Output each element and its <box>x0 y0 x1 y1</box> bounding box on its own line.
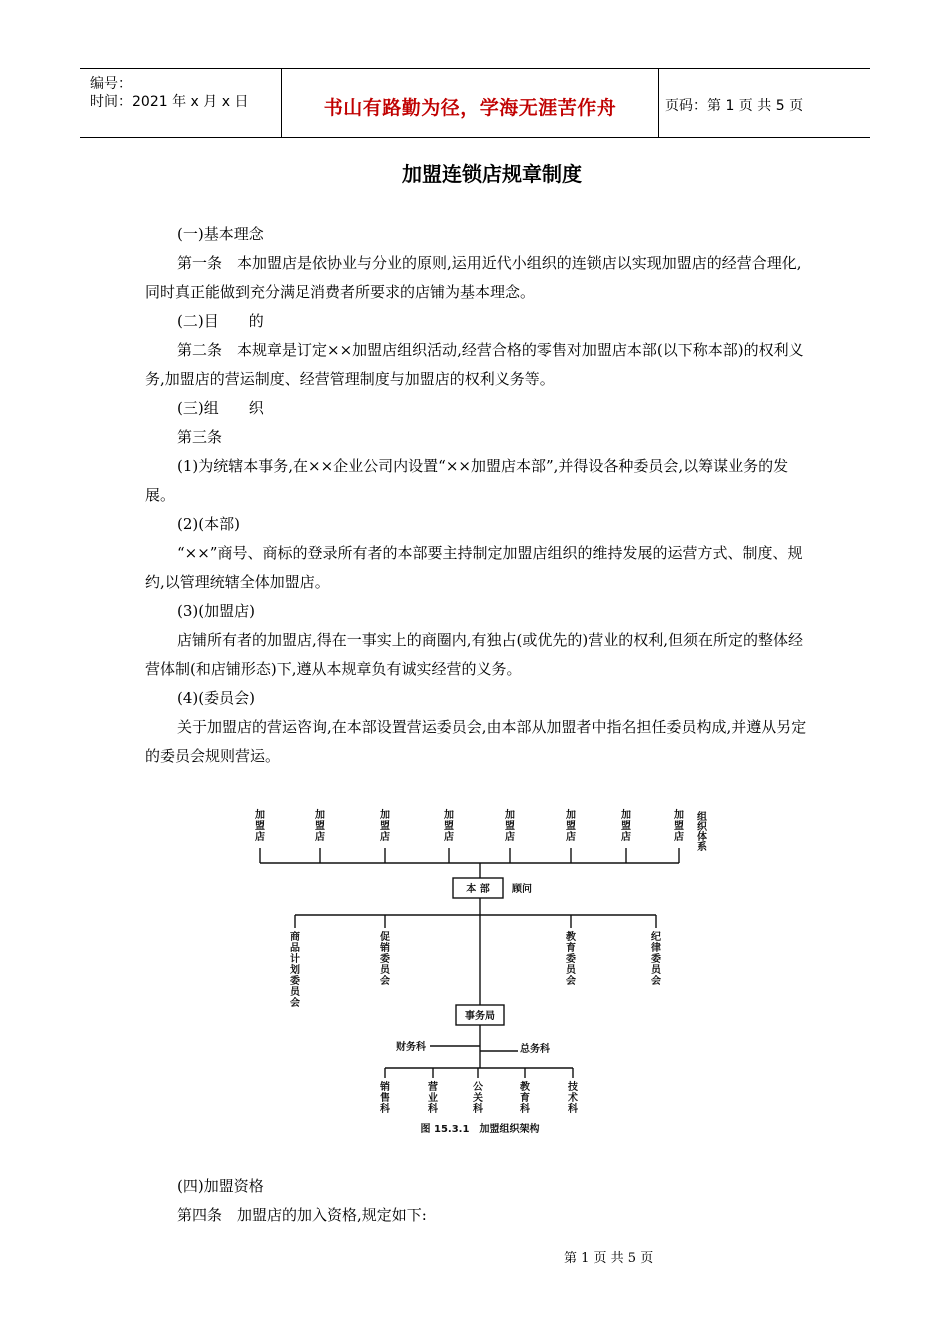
svg-text:科: 科 <box>520 1104 530 1115</box>
svg-text:会: 会 <box>651 976 661 987</box>
svg-text:委: 委 <box>290 976 300 987</box>
svg-text:科: 科 <box>428 1104 438 1115</box>
header-motto-cell <box>282 69 659 137</box>
general-label: 总务科 <box>520 1044 550 1055</box>
page-title: 加盟连锁店规章制度 <box>402 162 582 186</box>
svg-text:盟: 盟 <box>380 821 390 832</box>
svg-text:育: 育 <box>566 943 576 954</box>
svg-text:盟: 盟 <box>315 821 325 832</box>
svg-text:加: 加 <box>255 810 265 821</box>
svg-text:委: 委 <box>380 954 390 965</box>
figure-caption: 图 15.3.1 加盟组织架构 <box>420 1124 540 1135</box>
svg-text:品: 品 <box>290 943 300 954</box>
paragraph: 第一条 本加盟店是依协业与分业的原则,运用近代小组织的连锁店以实现加盟店的经营合理化,同时真正能做到充分满足消费者所要求的店铺为基本理念。 <box>145 254 802 301</box>
svg-text:科: 科 <box>380 1104 390 1115</box>
section-label <box>567 1080 579 1115</box>
svg-text:科: 科 <box>568 1104 578 1115</box>
advisor-label: 顾问 <box>512 884 532 895</box>
paragraph: 第四条 加盟店的加入资格,规定如下: <box>177 1206 427 1224</box>
paragraph: (4)(委员会) <box>177 689 255 707</box>
svg-text:委: 委 <box>566 954 576 965</box>
svg-text:加: 加 <box>444 810 454 821</box>
header-table <box>80 68 870 138</box>
motto: 书山有路勤为径，学海无涯苦作舟 <box>323 97 617 119</box>
header-info-cell <box>80 69 282 137</box>
store-label <box>379 808 390 843</box>
svg-text:商: 商 <box>290 932 300 943</box>
svg-text:销: 销 <box>380 943 390 954</box>
section-label <box>519 1080 531 1115</box>
svg-text:店: 店 <box>380 832 390 843</box>
svg-text:员: 员 <box>290 987 300 998</box>
svg-text:律: 律 <box>651 943 661 954</box>
committee-label <box>565 930 577 987</box>
svg-text:加: 加 <box>315 810 325 821</box>
store-label <box>504 808 515 843</box>
number-label: 编号： <box>90 76 132 92</box>
svg-text:店: 店 <box>444 832 454 843</box>
hq-label: 本 部 <box>466 884 490 895</box>
store-label <box>314 808 325 843</box>
paragraph: 第三条 <box>177 428 223 446</box>
section-label <box>427 1080 439 1115</box>
svg-text:加: 加 <box>505 810 515 821</box>
svg-text:店: 店 <box>315 832 325 843</box>
svg-text:体: 体 <box>697 832 707 843</box>
svg-text:促: 促 <box>380 932 390 943</box>
svg-text:组: 组 <box>697 812 707 823</box>
svg-text:关: 关 <box>473 1093 483 1104</box>
finance-label: 财务科 <box>396 1042 426 1053</box>
store-label <box>565 808 576 843</box>
svg-text:会: 会 <box>290 998 300 1009</box>
paragraph: (1)为统辖本事务,在××企业公司内设置“××加盟店本部”,并得设各种委员会,以筹谋业务的发展。 <box>145 457 789 504</box>
paragraph: (二)目 的 <box>177 312 264 330</box>
svg-text:盟: 盟 <box>566 821 576 832</box>
header-page-cell <box>659 69 870 137</box>
svg-text:划: 划 <box>290 965 300 976</box>
svg-text:加: 加 <box>566 810 576 821</box>
paragraph: 店铺所有者的加盟店,得在一事实上的商圈内,有独占(或优先的)营业的权利,但须在所定的整体经营体制(和店铺形态)下,遵从本规章负有诚实经营的义务。 <box>145 631 804 678</box>
svg-text:盟: 盟 <box>505 821 515 832</box>
svg-text:售: 售 <box>380 1093 390 1104</box>
store-label <box>620 808 631 843</box>
svg-text:营: 营 <box>428 1082 438 1093</box>
paragraph: (四)加盟资格 <box>177 1177 264 1195</box>
body-text <box>145 220 813 771</box>
svg-text:会: 会 <box>380 976 390 987</box>
svg-text:加: 加 <box>380 810 390 821</box>
bureau-label: 事务局 <box>465 1011 495 1022</box>
svg-text:科: 科 <box>473 1104 483 1115</box>
svg-text:织: 织 <box>697 822 707 833</box>
svg-text:店: 店 <box>566 832 576 843</box>
svg-text:技: 技 <box>568 1082 578 1093</box>
svg-text:加: 加 <box>621 810 631 821</box>
paragraph: (3)(加盟店) <box>177 602 255 620</box>
section-label <box>379 1080 391 1115</box>
committee-label <box>379 930 391 987</box>
section-label <box>472 1081 484 1115</box>
svg-text:公: 公 <box>473 1082 483 1093</box>
store-label <box>254 808 265 843</box>
svg-text:销: 销 <box>380 1082 390 1093</box>
svg-text:教: 教 <box>520 1082 530 1093</box>
store-label <box>443 808 454 843</box>
svg-text:盟: 盟 <box>444 821 454 832</box>
svg-text:盟: 盟 <box>621 821 631 832</box>
page-footer: 第 1 页 共 5 页 <box>564 1251 654 1266</box>
committee-label <box>290 930 301 1009</box>
svg-text:会: 会 <box>566 976 576 987</box>
paragraph: 第二条 本规章是订定××加盟店组织活动,经营合格的零售对加盟店本部(以下称本部)的权利义务,加盟店的营运制度、经营管理制度与加盟店的权利义务等。 <box>145 341 804 388</box>
svg-text:育: 育 <box>520 1093 530 1104</box>
svg-text:系: 系 <box>697 842 707 853</box>
org-chart-svg <box>240 800 720 1145</box>
svg-text:加: 加 <box>674 810 684 821</box>
paragraph: (2)(本部) <box>177 515 240 533</box>
svg-text:员: 员 <box>380 965 390 976</box>
svg-text:纪: 纪 <box>651 932 661 943</box>
svg-text:店: 店 <box>505 832 515 843</box>
svg-text:员: 员 <box>566 965 576 976</box>
svg-text:店: 店 <box>621 832 631 843</box>
svg-text:盟: 盟 <box>674 821 684 832</box>
org-chart <box>240 800 720 1145</box>
paragraph: (三)组 织 <box>177 399 264 417</box>
paragraph: (一)基本理念 <box>177 225 264 243</box>
svg-text:计: 计 <box>290 954 300 965</box>
system-label <box>697 810 708 853</box>
svg-text:盟: 盟 <box>255 821 265 832</box>
body-text-continued <box>145 1172 813 1230</box>
svg-text:委: 委 <box>651 954 661 965</box>
svg-text:店: 店 <box>255 832 265 843</box>
svg-text:员: 员 <box>651 965 661 976</box>
time-label: 时间：2021 年 x 月 x 日 <box>90 94 249 110</box>
page-label: 页码：第 1 页 共 5 页 <box>665 98 804 114</box>
paragraph: 关于加盟店的营运咨询,在本部设置营运委员会,由本部从加盟者中指名担任委员构成,并遵从另定的委员会规则营运。 <box>145 718 807 765</box>
store-label <box>673 808 684 843</box>
paragraph: “××”商号、商标的登录所有者的本部要主持制定加盟店组织的维持发展的运营方式、制度、规约,以管理统辖全体加盟店。 <box>145 544 803 591</box>
svg-text:店: 店 <box>674 832 684 843</box>
committee-label <box>650 930 662 987</box>
svg-text:术: 术 <box>568 1093 578 1104</box>
svg-text:教: 教 <box>566 932 576 943</box>
svg-text:业: 业 <box>428 1093 438 1104</box>
